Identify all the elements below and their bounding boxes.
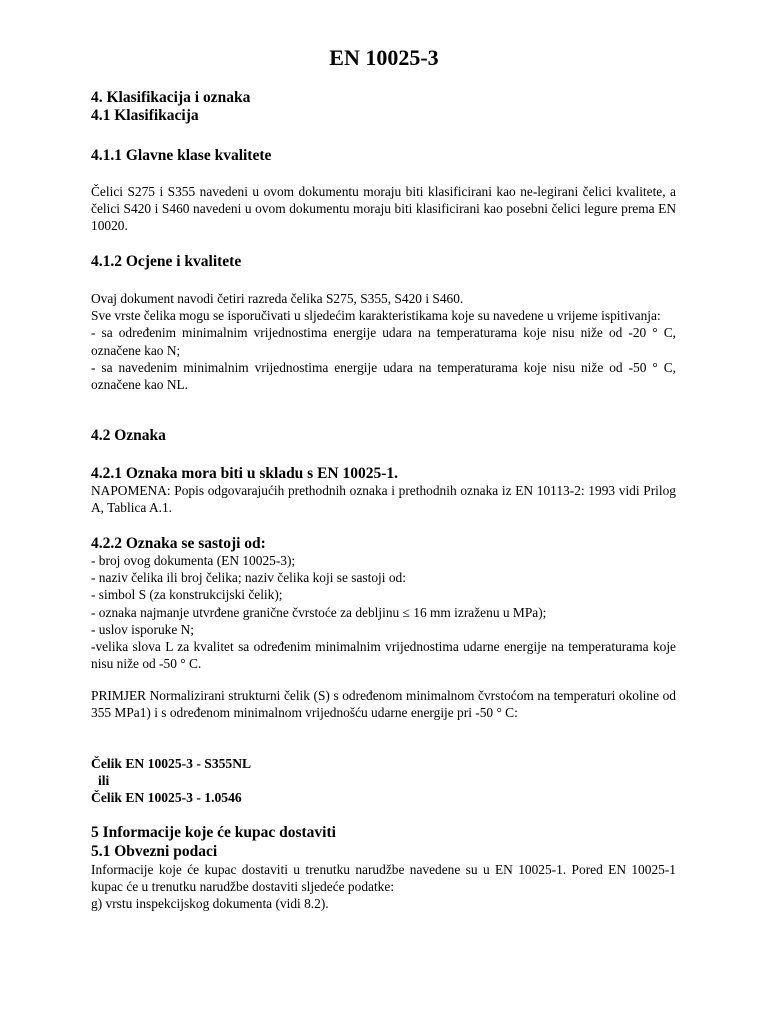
section-4-1-heading: 4.1 Klasifikacija xyxy=(91,107,199,124)
section-4-2-2-heading: 4.2.2 Oznaka se sastoji od: xyxy=(91,535,266,552)
section-5-1-heading: 5.1 Obvezni podaci xyxy=(91,843,218,860)
order-info-item: g) vrstu inspekcijskog dokumenta (vidi 8.2). xyxy=(91,896,329,912)
delivery-sentence: Sve vrste čelika mogu se isporučivati u sljedećim karakteristikama koje su navedene u vrijeme ispitivanja: xyxy=(91,308,661,324)
section-4-2-1-heading: 4.2.1 Oznaka mora biti u skladu s EN 10025-1. xyxy=(91,465,399,482)
section-4-1-1-paragraph: Čelici S275 i S355 navedeni u ovom dokumentu moraju biti klasificirani kao ne-legirani čelici kvalitete, a čelici S420 i S460 navedeni u ovom dokumentu moraju biti klasificirani kao posebni čelici legure prema EN 10020. xyxy=(91,184,676,234)
section-4-1-2-paragraph xyxy=(91,290,676,393)
section-5-1-paragraph xyxy=(91,861,676,913)
quality-nl-item: - sa navedenim minimalnim vrijednostima energije udara na temperaturama koje nisu niže od -50 ° C, označene kao NL. xyxy=(91,359,676,393)
order-info-text: Informacije koje će kupac dostaviti u trenutku narudžbe navedene su u EN 10025-1. Pored EN 10025-1 kupac će u trenutku narudžbe dostaviti sljedeće podatke: xyxy=(91,862,676,895)
section-4-heading: 4. Klasifikacija i oznaka xyxy=(91,89,251,106)
list-item: -velika slova L za kvalitet sa određenim minimalnim vrijednostima udarne energije na temperaturama koje nisu niže od -50 ° C. xyxy=(91,639,676,672)
designation-example-2: Čelik EN 10025-3 - 1.0546 xyxy=(91,790,242,805)
section-5-heading: 5 Informacije koje će kupac dostaviti xyxy=(91,824,336,841)
section-4-1-2-heading: 4.1.2 Ocjene i kvalitete xyxy=(91,253,242,270)
section-4-2-heading: 4.2 Oznaka xyxy=(91,427,166,444)
quality-n-item: - sa određenim minimalnim vrijednostima energije udara na temperaturama koje nisu niže od -20 ° C, označene kao N; xyxy=(91,325,676,358)
list-item: - simbol S (za konstrukcijski čelik); xyxy=(91,587,283,603)
section-4-1-1-heading: 4.1.1 Glavne klase kvalitete xyxy=(91,147,272,164)
designation-list xyxy=(91,552,676,672)
document-title: EN 10025-3 xyxy=(329,45,439,70)
grades-sentence: Ovaj dokument navodi četiri razreda čelika S275, S355, S420 i S460. xyxy=(91,291,464,306)
or-label: ili xyxy=(98,773,110,788)
list-item: - uslov isporuke N; xyxy=(91,621,195,637)
list-item: - naziv čelika ili broj čelika; naziv čelika koji se sastoji od: xyxy=(91,570,406,586)
list-item: - oznaka najmanje utvrđene granične čvrstoće za debljinu ≤ 16 mm izraženu u MPa); xyxy=(91,604,547,620)
example-paragraph: PRIMJER Normalizirani strukturni čelik (S) s određenom minimalnom čvrstoćom na temperaturi okoline od 355 MPa1) i s određenom minimalnom vrijednošću udarne energije pri -50 ° C: xyxy=(91,688,676,721)
list-item: - broj ovog dokumenta (EN 10025-3); xyxy=(91,553,296,568)
designation-example-1: Čelik EN 10025-3 - S355NL xyxy=(91,756,252,771)
section-4-2-1-note: NAPOMENA: Popis odgovarajućih prethodnih oznaka i prethodnih oznaka iz EN 10113-2: 1993 vidi Prilog A, Tablica A.1. xyxy=(91,483,676,516)
